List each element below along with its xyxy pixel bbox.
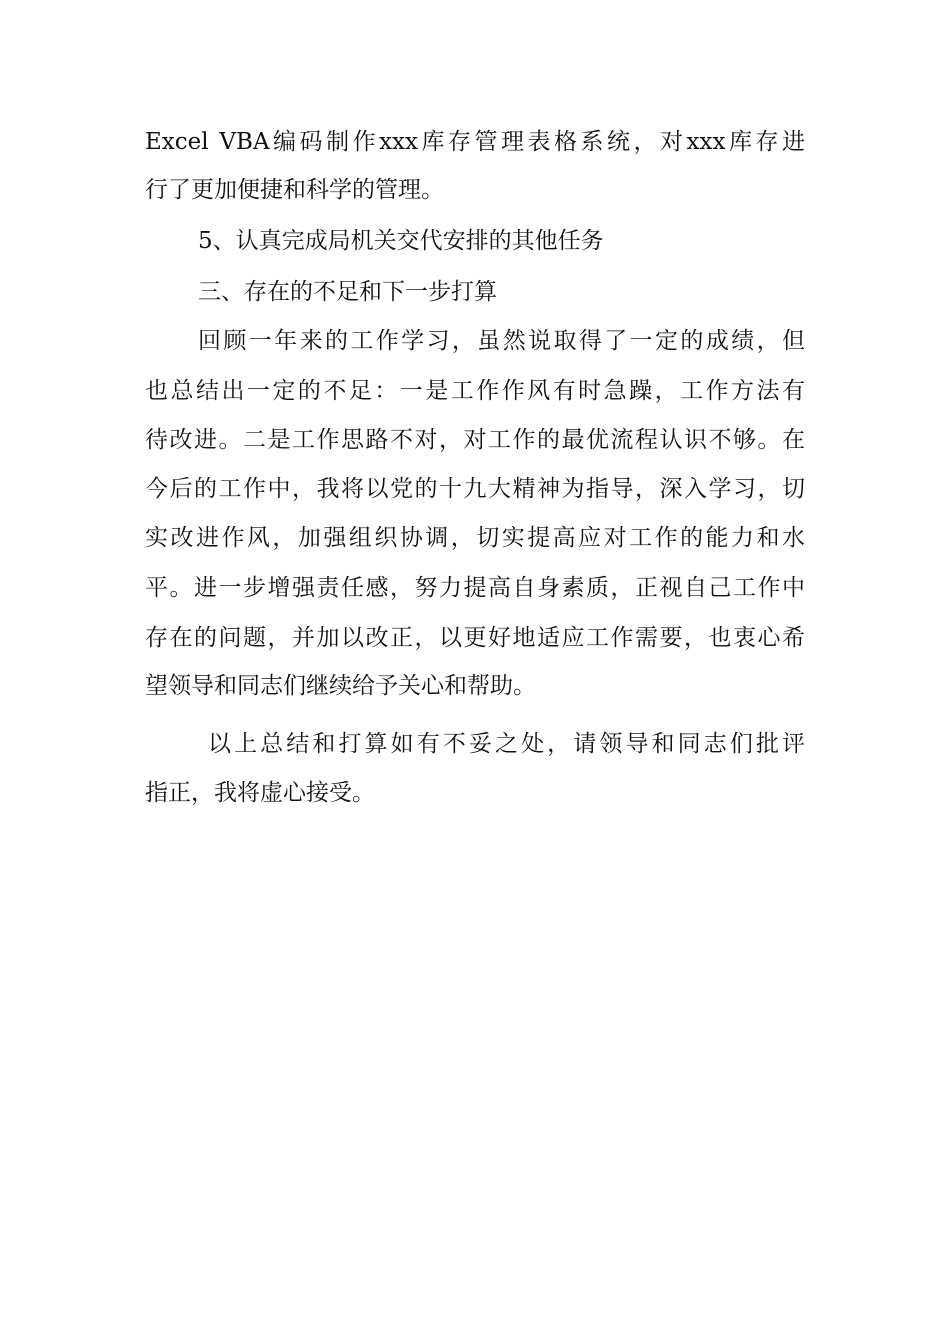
- paragraph-line: Excel VBA编码制作xxx库存管理表格系统，对xxx库存进: [145, 129, 805, 155]
- paragraph-line: 存在的问题，并加以改正，以更好地适应工作需要，也衷心希: [145, 625, 805, 651]
- list-item-5: 5、认真完成局机关交代安排的其他任务: [198, 228, 604, 254]
- paragraph-line: 回顾一年来的工作学习，虽然说取得了一定的成绩，但: [198, 328, 805, 354]
- paragraph-line: 也总结出一定的不足：一是工作作风有时急躁，工作方法有: [145, 378, 805, 404]
- paragraph-line: 平。进一步增强责任感，努力提高自身素质，正视自己工作中: [145, 575, 805, 601]
- paragraph-line: 望领导和同志们继续给予关心和帮助。: [145, 673, 536, 699]
- paragraph-line: 待改进。二是工作思路不对，对工作的最优流程认识不够。在: [145, 427, 805, 453]
- closing-line: 以上总结和打算如有不妥之处，请领导和同志们批评: [208, 731, 805, 757]
- paragraph-line: 实改进作风，加强组织协调，切实提高应对工作的能力和水: [145, 525, 805, 551]
- section-heading: 三、存在的不足和下一步打算: [198, 279, 497, 305]
- paragraph-line: 行了更加便捷和科学的管理。: [145, 177, 444, 203]
- closing-line: 指正，我将虚心接受。: [145, 780, 375, 806]
- paragraph-line: 今后的工作中，我将以党的十九大精神为指导，深入学习，切: [145, 476, 805, 502]
